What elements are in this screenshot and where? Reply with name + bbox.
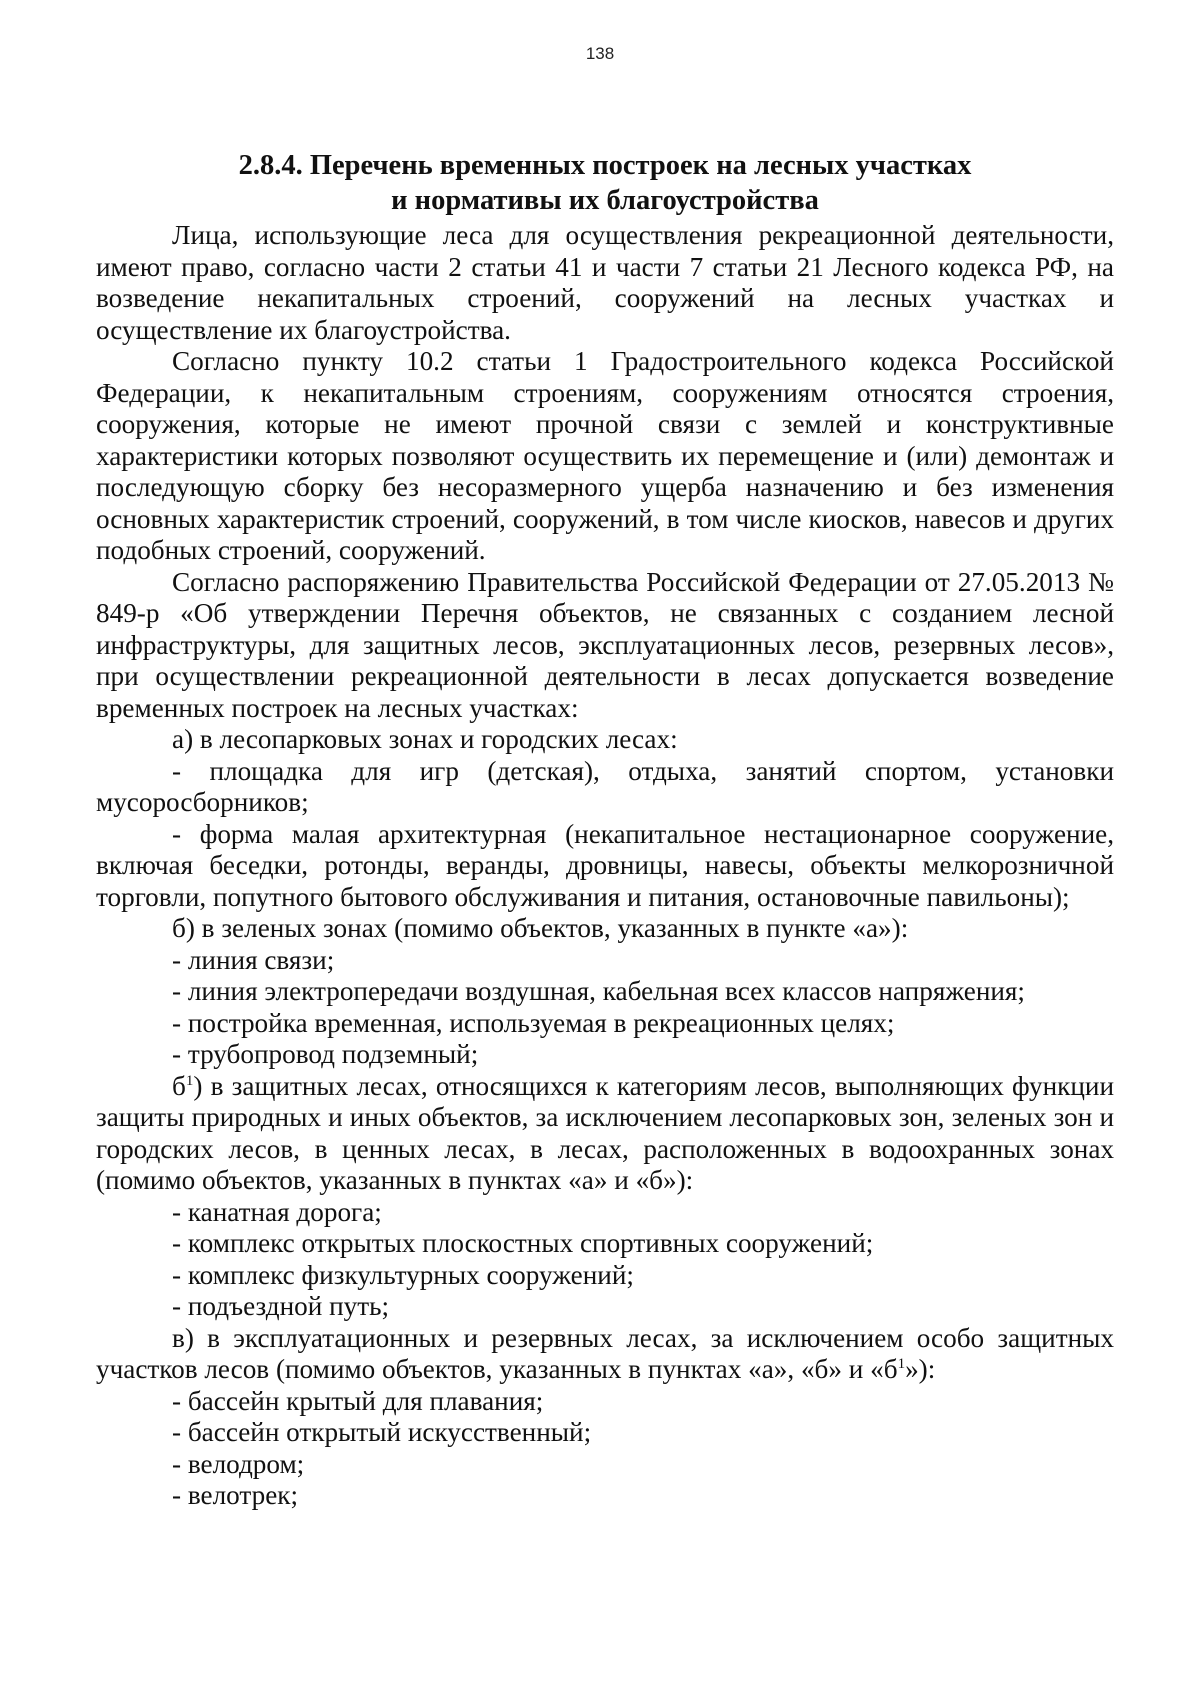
list-item: - постройка временная, используемая в рекреационных целях;	[172, 1007, 895, 1038]
list-item: - подъездной путь;	[172, 1291, 390, 1321]
item-a-heading: а) в лесопарковых зонах и городских лесах:	[172, 724, 678, 754]
item-b-heading: б) в зеленых зонах (помимо объектов, указанных в пункте «а»):	[172, 913, 909, 943]
item-b1-heading	[96, 1071, 1114, 1197]
item-b1-prefix: б	[172, 1070, 186, 1101]
list-item: - велотрек;	[172, 1480, 299, 1510]
list-item: - форма малая архитектурная (некапитальное нестационарное сооружение, включая беседки, ротонды, веранды, дровницы, навесы, объекты мелкорозничной торговли, попутного бытового обслуживания и питания, остановочные павильоны);	[96, 818, 1114, 912]
paragraph-definition: Согласно пункту 10.2 статьи 1 Градостроительного кодекса Российской Федерации, к некапитальным строениям, сооружениям относятся строения, сооружения, которые не имеют прочной связи с землей и конструктивные характеристики которых позволяют осуществить их перемещение и (или) демонтаж и последующую сборку без несоразмерного ущерба назначению и без изменения основных характеристик строений, сооружений, в том числе киосков, навесов и других подобных строений, сооружений.	[96, 346, 1114, 565]
item-v-heading	[96, 1323, 1114, 1386]
list-item: - комплекс физкультурных сооружений;	[172, 1259, 634, 1290]
item-b1-superscript: 1	[185, 1072, 194, 1089]
list-item: - линия связи;	[172, 944, 335, 975]
section-title-line-2: и нормативы их благоустройства	[391, 185, 819, 216]
section-title	[96, 148, 1114, 218]
list-item: - канатная дорога;	[172, 1196, 382, 1227]
item-v-end: »):	[905, 1354, 936, 1384]
page-number: 138	[585, 44, 615, 63]
list-item: - трубопровод подземный;	[172, 1039, 479, 1069]
list-item: - бассейн открытый искусственный;	[172, 1417, 592, 1447]
paragraph-rights: Лица, использующие леса для осуществления рекреационной деятельности, имеют право, согласно части 2 статьи 41 и части 7 статьи 21 Лесного кодекса РФ, на возведение некапитальных строений, сооружений на лесных участках и осуществление их благоустройства.	[96, 220, 1114, 345]
list-item: - комплекс открытых плоскостных спортивных сооружений;	[172, 1228, 874, 1258]
list-item: - велодром;	[172, 1448, 305, 1479]
item-v-text: в) в эксплуатационных и резервных лесах, за исключением особо защитных участков лесов (помимо объектов, указанных в пунктах «а», «б» и «б	[96, 1322, 1114, 1384]
document-body	[96, 220, 1114, 1512]
list-item: - линия электропередачи воздушная, кабельная всех классов напряжения;	[172, 976, 1025, 1006]
item-b1-text: ) в защитных лесах, относящихся к категориям лесов, выполняющих функции защиты природных и иных объектов, за исключением лесопарковых зон, зеленых зон и городских лесов, в ценных лесах, в лесах, расположенных в водоохранных зонах (помимо объектов, указанных в пунктах «а» и «б»):	[96, 1070, 1114, 1195]
section-title-line-1: 2.8.4. Перечень временных построек на лесных участках	[238, 150, 972, 181]
item-v-superscript: 1	[897, 1355, 906, 1372]
list-item: - площадка для игр (детская), отдыха, занятий спортом, установки мусоросборников;	[96, 755, 1114, 817]
list-item: - бассейн крытый для плавания;	[172, 1385, 544, 1416]
paragraph-order: Согласно распоряжению Правительства Российской Федерации от 27.05.2013 № 849-р «Об утверждении Перечня объектов, не связанных с созданием лесной инфраструктуры, для защитных лесов, эксплуатационных лесов, резервных лесов», при осуществлении рекреационной деятельности в лесах допускается возведение временных построек на лесных участках:	[96, 566, 1114, 723]
